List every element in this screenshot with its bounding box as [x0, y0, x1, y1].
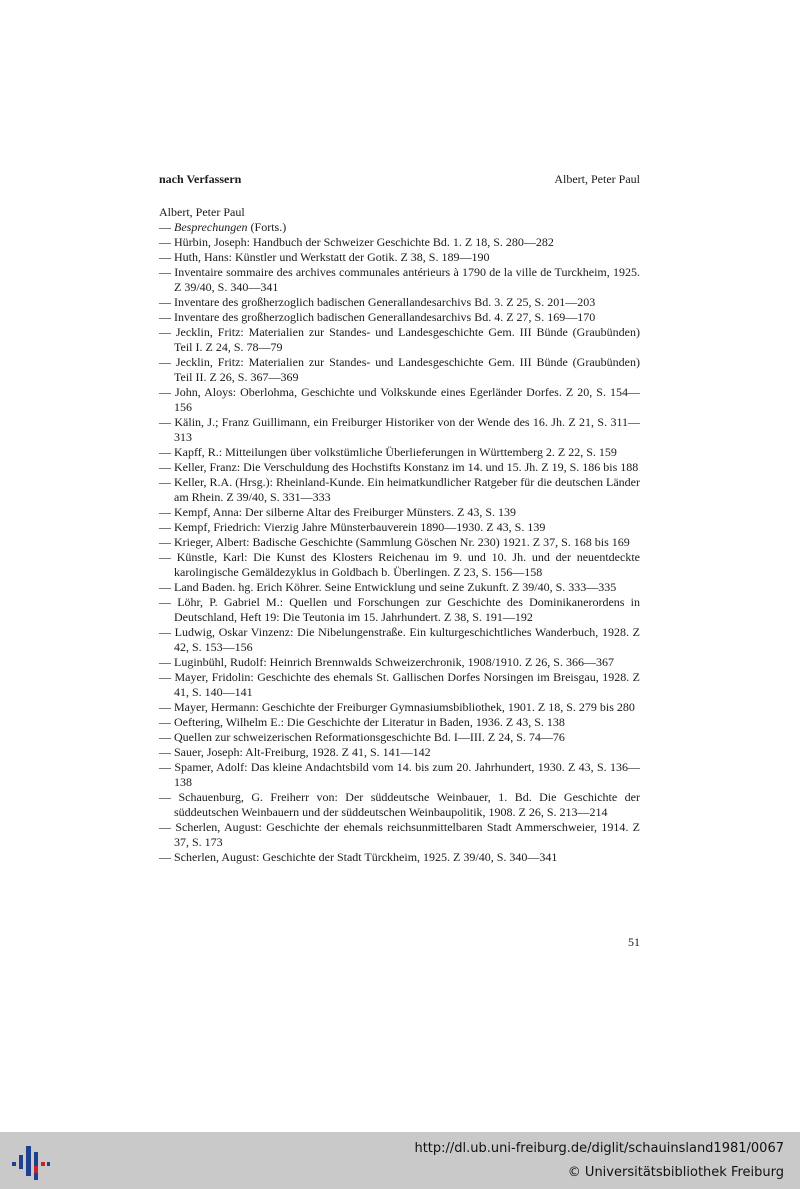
author-heading: Albert, Peter Paul: [159, 205, 245, 219]
bibliography-entry: — Huth, Hans: Künstler und Werkstatt der Gotik. Z 38, S. 189—190: [159, 250, 490, 264]
permalink-link[interactable]: http://dl.ub.uni-freiburg.de/diglit/schauinsland1981/0067: [414, 1141, 784, 1156]
bibliography-entry: — Ludwig, Oskar Vinzenz: Die Nibelungenstraße. Ein kulturgeschichtliches Wanderbuch, 1928. Z 42, S. 153—156: [159, 625, 640, 654]
bibliography-entry: — Kempf, Friedrich: Vierzig Jahre Münsterbauverein 1890—1930. Z 43, S. 139: [159, 520, 546, 534]
bibliography-entry: — Inventare des großherzoglich badischen Generallandesarchivs Bd. 3. Z 25, S. 201—203: [159, 295, 596, 309]
subhead-italic: Besprechungen: [174, 220, 248, 234]
bibliography-entry: — Quellen zur schweizerischen Reformationsgeschichte Bd. I—III. Z 24, S. 74—76: [159, 730, 565, 744]
bibliography-list: [159, 205, 640, 865]
bibliography-entry: — Kempf, Anna: Der silberne Altar des Freiburger Münsters. Z 43, S. 139: [159, 505, 517, 519]
bibliography-entry: — Löhr, P. Gabriel M.: Quellen und Forschungen zur Geschichte des Dominikanerordens in Deutschland, Heft 19: Die Teutonia im 15. Jahrhundert. Z 38, S. 191—192: [159, 595, 640, 624]
bibliography-entry: — Kapff, R.: Mitteilungen über volkstümliche Überlieferungen in Württemberg 2. Z 22, S. 159: [159, 445, 617, 459]
subhead-dash: —: [159, 220, 174, 234]
bibliography-entry: — Oeftering, Wilhelm E.: Die Geschichte der Literatur in Baden, 1936. Z 43, S. 138: [159, 715, 565, 729]
running-head: [159, 172, 640, 187]
bibliography-entry: — Schauenburg, G. Freiherr von: Der süddeutsche Weinbauer, 1. Bd. Die Geschichte der süddeutschen Weinbauern und der süddeutschen Weinbaupolitik, 1908. Z 26, S. 213—214: [159, 790, 640, 819]
subhead-rest: (Forts.): [247, 220, 287, 234]
bibliography-entry: — Mayer, Hermann: Geschichte der Freiburger Gymnasiumsbibliothek, 1901. Z 18, S. 279 bis 280: [159, 700, 635, 714]
bibliography-entry: — Mayer, Fridolin: Geschichte des ehemals St. Gallischen Dorfes Norsingen im Breisgau, 1928. Z 41, S. 140—141: [159, 670, 640, 699]
bibliography-entry: — Keller, Franz: Die Verschuldung des Hochstifts Konstanz im 14. und 15. Jh. Z 19, S. 186 bis 188: [159, 460, 639, 474]
bibliography-entry: — Keller, R.A. (Hrsg.): Rheinland-Kunde. Ein heimatkundlicher Ratgeber für die deutschen Länder am Rhein. Z 39/40, S. 331—333: [159, 475, 640, 504]
bibliography-entry: — Sauer, Joseph: Alt-Freiburg, 1928. Z 41, S. 141—142: [159, 745, 431, 759]
bibliography-entry: — Luginbühl, Rudolf: Heinrich Brennwalds Schweizerchronik, 1908/1910. Z 26, S. 366—367: [159, 655, 614, 669]
bibliography-entry: — Spamer, Adolf: Das kleine Andachtsbild vom 14. bis zum 20. Jahrhundert, 1930. Z 43, S. 136—138: [159, 760, 640, 789]
ub-freiburg-logo-icon: [10, 1140, 52, 1182]
bibliography-entry: — Hürbin, Joseph: Handbuch der Schweizer Geschichte Bd. 1. Z 18, S. 280—282: [159, 235, 554, 249]
bibliography-entry: — Land Baden. hg. Erich Köhrer. Seine Entwicklung und seine Zukunft. Z 39/40, S. 333—335: [159, 580, 617, 594]
bibliography-entry: — Jecklin, Fritz: Materialien zur Standes- und Landesgeschichte Gem. III Bünde (Graubünden) Teil II. Z 26, S. 367—369: [159, 355, 640, 384]
page-number: 51: [628, 935, 640, 949]
bibliography-entry: — Inventaire sommaire des archives communales antérieurs à 1790 de la ville de Turckheim, 1925. Z 39/40, S. 340—341: [159, 265, 640, 294]
bibliography-entry: — Inventare des großherzoglich badischen Generallandesarchivs Bd. 4. Z 27, S. 169—170: [159, 310, 596, 324]
bibliography-entry: — Scherlen, August: Geschichte der Stadt Türckheim, 1925. Z 39/40, S. 340—341: [159, 850, 558, 864]
bibliography-entry: — Krieger, Albert: Badische Geschichte (Sammlung Göschen Nr. 230) 1921. Z 37, S. 168 bis 169: [159, 535, 630, 549]
bibliography-entry: — Scherlen, August: Geschichte der ehemals reichsunmittelbaren Stadt Ammerschweier, 1914. Z 37, S. 173: [159, 820, 640, 849]
bibliography-entry: — Künstle, Karl: Die Kunst des Klosters Reichenau im 9. und 10. Jh. und der neuentdeckte karolingische Gemäldezyklus in Goldbach b. Überlingen. Z 23, S. 156—158: [159, 550, 640, 579]
bibliography-entry: — Jecklin, Fritz: Materialien zur Standes- und Landesgeschichte Gem. III Bünde (Graubünden) Teil I. Z 24, S. 78—79: [159, 325, 640, 354]
copyright-notice: © Universitätsbibliothek Freiburg: [567, 1165, 784, 1180]
viewer-footer: [0, 1132, 800, 1189]
running-head-right: Albert, Peter Paul: [554, 172, 640, 186]
bibliography-entry: — John, Aloys: Oberlohma, Geschichte und Volkskunde eines Egerländer Dorfes. Z 20, S. 154—156: [159, 385, 640, 414]
section-subhead: [159, 220, 640, 235]
running-head-left: nach Verfassern: [159, 172, 242, 186]
bibliography-entry: — Kälin, J.; Franz Guillimann, ein Freiburger Historiker von der Wende des 16. Jh. Z 21, S. 311—313: [159, 415, 640, 444]
